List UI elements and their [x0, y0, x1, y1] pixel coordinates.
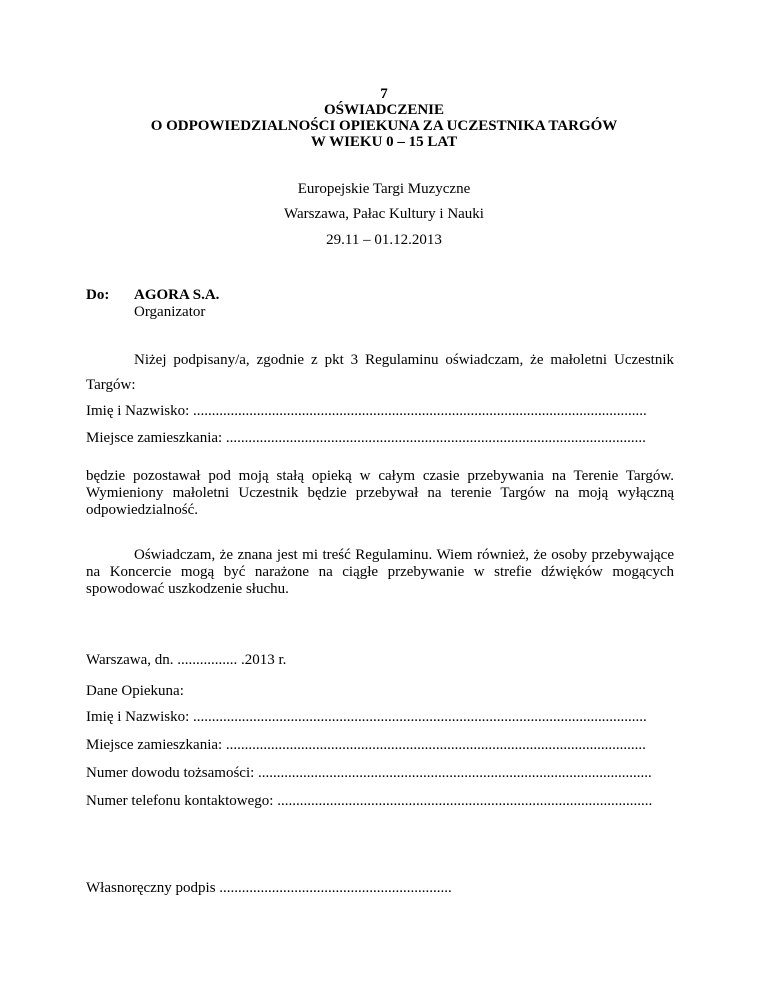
declaration-paragraph-1: będzie pozostawał pod moją stałą opieką w całym czasie przebywania na Terenie Targów. Wymieniony małoletni Uczestnik będzie przebywał na terenie Targów na moją wyłączną odpowiedzialność. — [86, 468, 674, 518]
document-subtitle: O ODPOWIEDZIALNOŚCI OPIEKUNA ZA UCZESTNIKA TARGÓW — [150, 118, 618, 134]
minor-name-field[interactable]: Imię i Nazwisko: ......................................................................................................................... — [86, 403, 647, 419]
guardian-heading: Dane Opiekuna: — [86, 683, 184, 699]
declaration-intro-continued: Targów: — [86, 377, 136, 393]
declaration-intro: Niżej podpisany/a, zgodnie z pkt 3 Regulaminu oświadczam, że małoletni Uczestnik — [134, 352, 674, 368]
event-dates: 29.11 – 01.12.2013 — [326, 232, 442, 248]
recipient-label: Do: — [86, 287, 110, 303]
document-subtitle-age: W WIEKU 0 – 15 LAT — [310, 134, 458, 150]
guardian-name-field[interactable]: Imię i Nazwisko: ......................................................................................................................... — [86, 709, 647, 725]
guardian-id-field[interactable]: Numer dowodu tożsamości: ......................................................................................................... — [86, 765, 652, 781]
document-title: OŚWIADCZENIE — [323, 102, 445, 118]
declaration-paragraph-2: Oświadczam, że znana jest mi treść Regulaminu. Wiem również, że osoby przebywające na Koncercie mogą być narażone na ciągłe przebywanie w strefie dźwięków mogących spowodować uszkodzenie słuchu. — [86, 547, 674, 597]
event-venue: Warszawa, Pałac Kultury i Nauki — [284, 206, 484, 222]
signature-field[interactable]: Własnoręczny podpis .............................................................. — [86, 880, 452, 896]
guardian-phone-field[interactable]: Numer telefonu kontaktowego: .................................................................................................... — [86, 793, 653, 809]
recipient-role: Organizator — [134, 304, 206, 320]
minor-address-field[interactable]: Miejsce zamieszkania: ................................................................................................................ — [86, 430, 646, 446]
event-name: Europejskie Targi Muzyczne — [297, 181, 471, 197]
guardian-address-field[interactable]: Miejsce zamieszkania: ................................................................................................................ — [86, 737, 646, 753]
recipient-name: AGORA S.A. — [134, 287, 220, 303]
document-number: 7 — [380, 86, 388, 102]
place-date-field[interactable]: Warszawa, dn. ................ .2013 r. — [86, 652, 287, 668]
